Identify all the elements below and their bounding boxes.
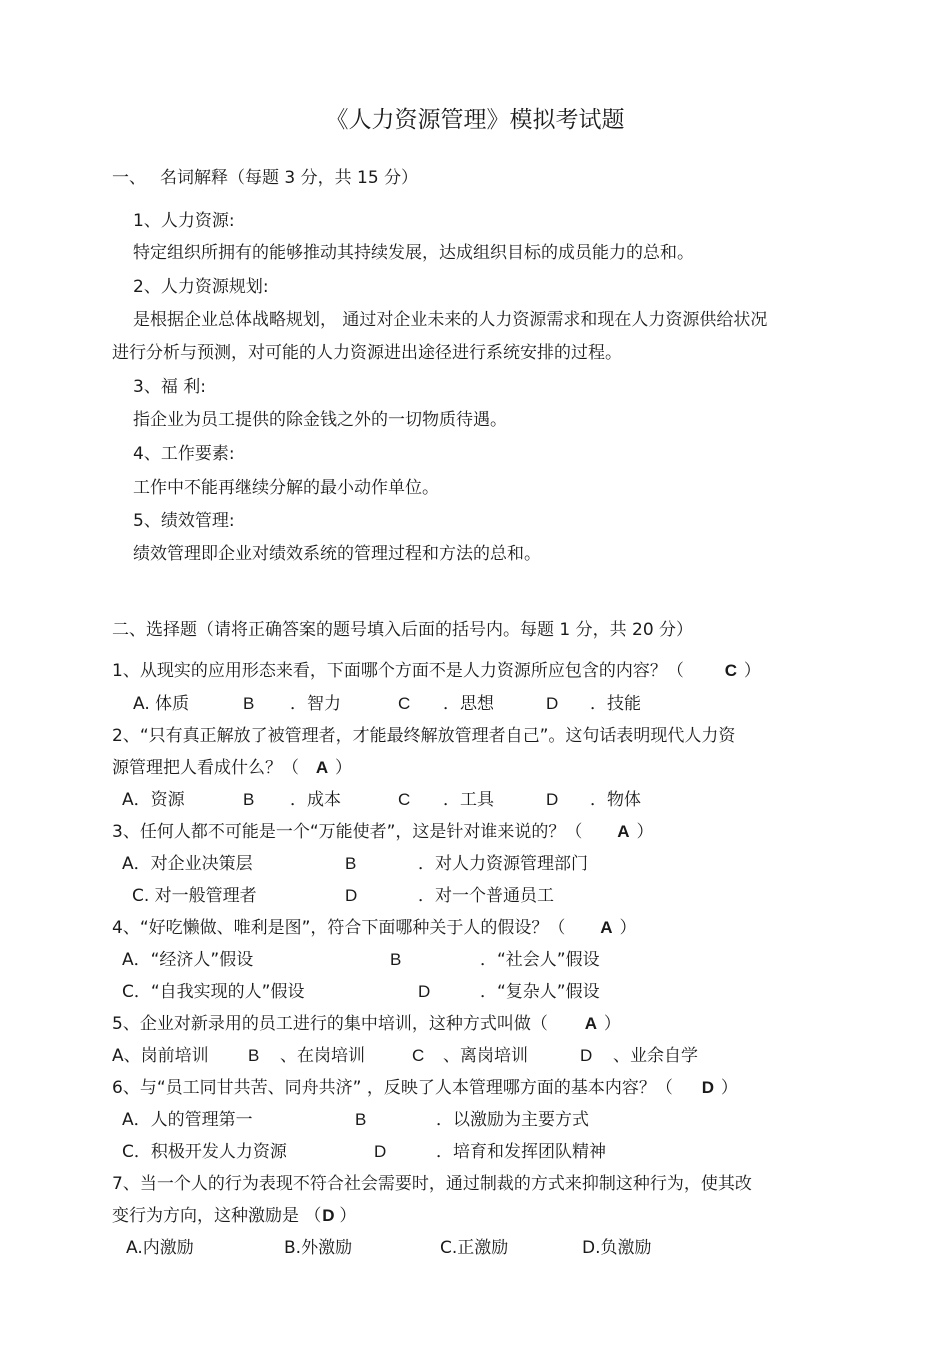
question-6-answer: D <box>701 1078 714 1097</box>
question-2-line1: 2、“只有真正解放了被管理者，才能最终解放管理者自己”。这句话表明现代人力资 <box>112 726 736 746</box>
option-b-letter: B <box>355 1110 367 1129</box>
question-7-line2 <box>112 1205 356 1227</box>
option-b: ．“社会人”假设 <box>480 950 600 970</box>
option-b-letter: B <box>248 1046 260 1065</box>
question-5-close: ） <box>603 1014 621 1034</box>
question-2-text: 源管理把人看成什么？（ <box>112 758 299 778</box>
option-b-letter: B <box>390 950 402 969</box>
question-7-answer: D <box>322 1206 335 1225</box>
option-a: A．“经济人”假设 <box>122 950 254 970</box>
section1-number: 一、 <box>112 168 146 188</box>
option-c: C. 对一般管理者 <box>132 886 257 906</box>
option-b-letter: B <box>345 854 357 873</box>
term-1: 1、人力资源: <box>133 211 235 231</box>
option-d-letter: D <box>580 1046 593 1065</box>
option-b-letter: B <box>243 790 255 809</box>
term-3: 3、福 利: <box>133 377 206 397</box>
question-3 <box>112 821 653 843</box>
option-c-letter: C <box>412 1046 425 1065</box>
option-d: 、业余自学 <box>613 1046 698 1066</box>
option-d-letter: D <box>546 694 559 713</box>
option-d: ．培育和发挥团队精神 <box>436 1142 606 1162</box>
option-d: ．物体 <box>590 790 641 810</box>
question-6 <box>112 1077 738 1099</box>
option-a: A. 体质 <box>133 694 190 714</box>
option-c-letter: C <box>398 790 411 809</box>
question-7-close: ） <box>339 1206 357 1226</box>
option-c: ．思想 <box>443 694 494 714</box>
question-4-close: ） <box>619 918 637 938</box>
option-b-letter: B <box>243 694 255 713</box>
option-d: ．“复杂人”假设 <box>480 982 600 1002</box>
option-a: A、岗前培训 <box>112 1046 209 1066</box>
question-7-text: 变行为方向，这种激励是 （ <box>112 1206 322 1226</box>
question-1 <box>112 660 761 682</box>
section2-heading: 二、选择题（请将正确答案的题号填入后面的括号内。每题 1 分，共 20 分） <box>112 620 694 640</box>
section1-heading: 名词解释（每题 3 分，共 15 分） <box>160 168 419 188</box>
option-d-letter: D <box>374 1142 387 1161</box>
question-1-close: ） <box>743 661 761 681</box>
question-7-line1: 7、当一个人的行为表现不符合社会需要时，通过制裁的方式来抑制这种行为，使其改 <box>112 1174 752 1194</box>
definition-1: 特定组织所拥有的能够推动其持续发展，达成组织目标的成员能力的总和。 <box>133 243 694 263</box>
question-3-text: 3、任何人都不可能是一个“万能使者”，这是针对谁来说的？（ <box>112 822 583 842</box>
option-b: ．智力 <box>290 694 341 714</box>
option-a: A.内激励 <box>126 1238 194 1258</box>
option-c: C．“自我实现的人”假设 <box>122 982 305 1002</box>
definition-2-line2: 进行分析与预测，对可能的人力资源进出途径进行系统安排的过程。 <box>112 343 622 363</box>
option-b: ．对人力资源管理部门 <box>418 854 588 874</box>
question-4-answer: A <box>600 918 613 937</box>
term-5: 5、绩效管理: <box>133 511 235 531</box>
option-d: ．对一个普通员工 <box>418 886 554 906</box>
option-c: 、离岗培训 <box>443 1046 528 1066</box>
page-title: 《人力资源管理》模拟考试题 <box>325 107 625 133</box>
option-b: ．成本 <box>290 790 341 810</box>
option-d: D.负激励 <box>582 1238 652 1258</box>
question-4-text: 4、“好吃懒做、唯利是图”，符合下面哪种关于人的假设？（ <box>112 918 566 938</box>
definition-2-line1: 是根据企业总体战略规划， 通过对企业未来的人力资源需求和现在人力资源供给状况 <box>133 310 768 330</box>
question-3-close: ） <box>636 822 654 842</box>
option-d-letter: D <box>546 790 559 809</box>
definition-3: 指企业为员工提供的除金钱之外的一切物质待遇。 <box>133 410 507 430</box>
question-6-close: ） <box>720 1078 738 1098</box>
option-c: C.正激励 <box>440 1238 509 1258</box>
option-d: ．技能 <box>590 694 641 714</box>
option-c: C．积极开发人力资源 <box>122 1142 287 1162</box>
question-2-close: ） <box>335 758 352 778</box>
term-4: 4、工作要素: <box>133 444 235 464</box>
option-d-letter: D <box>418 982 431 1001</box>
option-d-letter: D <box>345 886 358 905</box>
definition-4: 工作中不能再继续分解的最小动作单位。 <box>133 478 439 498</box>
definition-5: 绩效管理即企业对绩效系统的管理过程和方法的总和。 <box>133 544 541 564</box>
question-2-line2 <box>112 757 352 779</box>
option-b: ．以激励为主要方式 <box>436 1110 589 1130</box>
option-b: B.外激励 <box>284 1238 353 1258</box>
option-c: ．工具 <box>443 790 494 810</box>
option-a: A．对企业决策层 <box>122 854 253 874</box>
question-5-text: 5、企业对新录用的员工进行的集中培训，这种方式叫做（ <box>112 1014 548 1034</box>
option-c-letter: C <box>398 694 411 713</box>
option-b: 、在岗培训 <box>280 1046 365 1066</box>
question-6-text: 6、与“员工同甘共苦、同舟共济” ，反映了人本管理哪方面的基本内容？（ <box>112 1078 673 1098</box>
option-a: A．资源 <box>122 790 185 810</box>
question-5 <box>112 1013 621 1035</box>
question-3-answer: A <box>617 822 630 841</box>
question-1-answer: C <box>724 661 737 680</box>
question-4 <box>112 917 636 939</box>
option-a: A．人的管理第一 <box>122 1110 253 1130</box>
term-2: 2、人力资源规划: <box>133 277 269 297</box>
question-1-text: 1、从现实的应用形态来看，下面哪个方面不是人力资源所应包含的内容？（ <box>112 661 684 681</box>
question-5-answer: A <box>584 1014 597 1033</box>
question-2-answer: A <box>315 758 329 777</box>
